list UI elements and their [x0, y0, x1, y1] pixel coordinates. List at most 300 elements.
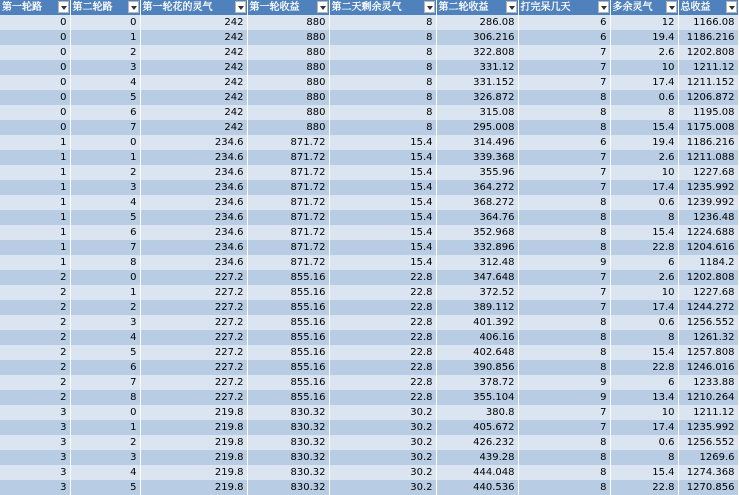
table-cell[interactable]: 0 — [0, 90, 70, 105]
table-cell[interactable]: 15.4 — [610, 345, 678, 360]
table-cell[interactable]: 234.6 — [140, 210, 247, 225]
table-cell[interactable]: 219.8 — [140, 480, 247, 495]
table-cell[interactable]: 1 — [70, 420, 140, 435]
table-cell[interactable]: 30.2 — [329, 420, 436, 435]
table-cell[interactable]: 871.72 — [247, 225, 329, 240]
table-cell[interactable]: 242 — [140, 105, 247, 120]
table-cell[interactable]: 1210.264 — [678, 390, 738, 405]
table-cell[interactable]: 22.8 — [610, 480, 678, 495]
table-cell[interactable]: 15.4 — [610, 120, 678, 135]
table-cell[interactable]: 7 — [70, 375, 140, 390]
table-cell[interactable]: 12 — [610, 15, 678, 30]
table-cell[interactable]: 8 — [329, 60, 436, 75]
table-cell[interactable]: 10 — [610, 405, 678, 420]
table-cell[interactable]: 0 — [0, 45, 70, 60]
table-cell[interactable]: 401.392 — [436, 315, 518, 330]
table-cell[interactable]: 7 — [518, 75, 610, 90]
table-cell[interactable]: 439.28 — [436, 450, 518, 465]
table-cell[interactable]: 1236.48 — [678, 210, 738, 225]
table-cell[interactable]: 15.4 — [329, 135, 436, 150]
table-cell[interactable]: 0 — [0, 75, 70, 90]
table-cell[interactable]: 830.32 — [247, 435, 329, 450]
table-cell[interactable]: 1 — [0, 135, 70, 150]
table-cell[interactable]: 15.4 — [329, 255, 436, 270]
table-cell[interactable]: 22.8 — [329, 285, 436, 300]
table-cell[interactable]: 1256.552 — [678, 435, 738, 450]
table-cell[interactable]: 7 — [518, 45, 610, 60]
table-cell[interactable]: 390.856 — [436, 360, 518, 375]
table-cell[interactable]: 2 — [0, 285, 70, 300]
table-cell[interactable]: 880 — [247, 120, 329, 135]
table-cell[interactable]: 8 — [518, 240, 610, 255]
table-cell[interactable]: 234.6 — [140, 165, 247, 180]
table-cell[interactable]: 30.2 — [329, 405, 436, 420]
table-cell[interactable]: 15.4 — [610, 225, 678, 240]
table-cell[interactable]: 2 — [0, 300, 70, 315]
table-cell[interactable]: 1166.08 — [678, 15, 738, 30]
table-cell[interactable]: 2 — [70, 435, 140, 450]
table-cell[interactable]: 871.72 — [247, 135, 329, 150]
table-cell[interactable]: 15.4 — [329, 195, 436, 210]
table-cell[interactable]: 8 — [518, 480, 610, 495]
table-cell[interactable]: 0 — [70, 405, 140, 420]
column-header[interactable] — [329, 0, 436, 15]
table-cell[interactable]: 2 — [0, 270, 70, 285]
table-cell[interactable]: 8 — [518, 435, 610, 450]
table-cell[interactable]: 0 — [70, 135, 140, 150]
table-cell[interactable]: 0.6 — [610, 195, 678, 210]
table-cell[interactable]: 1257.808 — [678, 345, 738, 360]
table-cell[interactable]: 227.2 — [140, 270, 247, 285]
table-cell[interactable]: 1 — [0, 165, 70, 180]
table-cell[interactable]: 368.272 — [436, 195, 518, 210]
table-cell[interactable]: 2 — [0, 330, 70, 345]
table-cell[interactable]: 871.72 — [247, 255, 329, 270]
table-cell[interactable]: 1246.016 — [678, 360, 738, 375]
table-cell[interactable]: 8 — [518, 195, 610, 210]
table-cell[interactable]: 1 — [0, 195, 70, 210]
table-cell[interactable]: 3 — [0, 435, 70, 450]
table-cell[interactable]: 3 — [0, 480, 70, 495]
table-cell[interactable]: 855.16 — [247, 375, 329, 390]
table-cell[interactable]: 8 — [329, 15, 436, 30]
table-cell[interactable]: 3 — [70, 315, 140, 330]
table-cell[interactable]: 8 — [329, 30, 436, 45]
table-cell[interactable]: 0 — [70, 15, 140, 30]
table-cell[interactable]: 3 — [70, 450, 140, 465]
table-cell[interactable]: 331.12 — [436, 60, 518, 75]
table-cell[interactable]: 880 — [247, 60, 329, 75]
filter-dropdown-icon[interactable] — [666, 1, 677, 13]
table-cell[interactable]: 1186.216 — [678, 135, 738, 150]
table-cell[interactable]: 3 — [70, 60, 140, 75]
table-cell[interactable]: 1227.68 — [678, 285, 738, 300]
table-cell[interactable]: 1256.552 — [678, 315, 738, 330]
table-cell[interactable]: 871.72 — [247, 180, 329, 195]
table-cell[interactable]: 339.368 — [436, 150, 518, 165]
table-cell[interactable]: 6 — [518, 15, 610, 30]
table-cell[interactable]: 0 — [70, 270, 140, 285]
table-cell[interactable]: 880 — [247, 30, 329, 45]
table-cell[interactable]: 2 — [0, 390, 70, 405]
table-cell[interactable]: 880 — [247, 45, 329, 60]
table-cell[interactable]: 8 — [518, 465, 610, 480]
filter-dropdown-icon[interactable] — [235, 1, 246, 13]
table-cell[interactable]: 364.272 — [436, 180, 518, 195]
table-cell[interactable]: 0.6 — [610, 90, 678, 105]
table-cell[interactable]: 4 — [70, 330, 140, 345]
table-cell[interactable]: 8 — [610, 105, 678, 120]
table-cell[interactable]: 286.08 — [436, 15, 518, 30]
table-cell[interactable]: 2 — [70, 165, 140, 180]
table-cell[interactable]: 7 — [70, 240, 140, 255]
table-cell[interactable]: 8 — [610, 330, 678, 345]
table-cell[interactable]: 6 — [518, 135, 610, 150]
table-cell[interactable]: 8 — [518, 315, 610, 330]
table-cell[interactable]: 22.8 — [610, 240, 678, 255]
column-header[interactable] — [247, 0, 329, 15]
table-cell[interactable]: 314.496 — [436, 135, 518, 150]
table-cell[interactable]: 830.32 — [247, 405, 329, 420]
table-cell[interactable]: 6 — [518, 30, 610, 45]
table-cell[interactable]: 880 — [247, 105, 329, 120]
table-cell[interactable]: 30.2 — [329, 480, 436, 495]
table-cell[interactable]: 332.896 — [436, 240, 518, 255]
table-cell[interactable]: 8 — [329, 45, 436, 60]
table-cell[interactable]: 440.536 — [436, 480, 518, 495]
table-cell[interactable]: 4 — [70, 465, 140, 480]
table-cell[interactable]: 1 — [0, 240, 70, 255]
table-cell[interactable]: 10 — [610, 60, 678, 75]
table-cell[interactable]: 227.2 — [140, 315, 247, 330]
table-cell[interactable]: 3 — [0, 450, 70, 465]
table-cell[interactable]: 855.16 — [247, 285, 329, 300]
table-cell[interactable]: 8 — [518, 120, 610, 135]
table-cell[interactable]: 871.72 — [247, 240, 329, 255]
table-cell[interactable]: 855.16 — [247, 360, 329, 375]
table-cell[interactable]: 7 — [70, 120, 140, 135]
table-cell[interactable]: 7 — [518, 420, 610, 435]
table-cell[interactable]: 10 — [610, 165, 678, 180]
column-header[interactable] — [140, 0, 247, 15]
table-cell[interactable]: 380.8 — [436, 405, 518, 420]
table-cell[interactable]: 1235.992 — [678, 180, 738, 195]
table-cell[interactable]: 242 — [140, 60, 247, 75]
table-cell[interactable]: 7 — [518, 300, 610, 315]
table-cell[interactable]: 1 — [70, 30, 140, 45]
table-cell[interactable]: 17.4 — [610, 75, 678, 90]
table-cell[interactable]: 5 — [70, 345, 140, 360]
table-cell[interactable]: 8 — [70, 390, 140, 405]
table-cell[interactable]: 402.648 — [436, 345, 518, 360]
table-cell[interactable]: 855.16 — [247, 330, 329, 345]
table-cell[interactable]: 7 — [518, 60, 610, 75]
table-cell[interactable]: 242 — [140, 15, 247, 30]
table-cell[interactable]: 295.008 — [436, 120, 518, 135]
table-cell[interactable]: 22.8 — [329, 315, 436, 330]
table-cell[interactable]: 8 — [518, 330, 610, 345]
table-cell[interactable]: 17.4 — [610, 420, 678, 435]
table-cell[interactable]: 30.2 — [329, 450, 436, 465]
table-cell[interactable]: 0 — [0, 105, 70, 120]
table-cell[interactable]: 830.32 — [247, 420, 329, 435]
table-cell[interactable]: 355.104 — [436, 390, 518, 405]
table-cell[interactable]: 1 — [0, 210, 70, 225]
table-cell[interactable]: 2 — [0, 360, 70, 375]
table-cell[interactable]: 234.6 — [140, 240, 247, 255]
filter-dropdown-icon[interactable] — [317, 1, 328, 13]
column-header[interactable] — [610, 0, 678, 15]
table-cell[interactable]: 8 — [329, 105, 436, 120]
column-header[interactable] — [70, 0, 140, 15]
table-cell[interactable]: 6 — [610, 255, 678, 270]
table-cell[interactable]: 5 — [70, 480, 140, 495]
table-cell[interactable]: 4 — [70, 75, 140, 90]
table-cell[interactable]: 8 — [329, 90, 436, 105]
table-cell[interactable]: 227.2 — [140, 360, 247, 375]
table-cell[interactable]: 0 — [0, 60, 70, 75]
table-cell[interactable]: 2 — [0, 345, 70, 360]
table-cell[interactable]: 855.16 — [247, 270, 329, 285]
table-cell[interactable]: 1211.12 — [678, 405, 738, 420]
table-cell[interactable]: 355.96 — [436, 165, 518, 180]
column-header[interactable] — [518, 0, 610, 15]
table-cell[interactable]: 234.6 — [140, 150, 247, 165]
table-cell[interactable]: 6 — [70, 225, 140, 240]
table-cell[interactable]: 8 — [518, 345, 610, 360]
table-cell[interactable]: 1 — [0, 225, 70, 240]
table-cell[interactable]: 22.8 — [329, 270, 436, 285]
table-cell[interactable]: 830.32 — [247, 450, 329, 465]
table-cell[interactable]: 1233.88 — [678, 375, 738, 390]
table-cell[interactable]: 6 — [610, 375, 678, 390]
table-cell[interactable]: 2.6 — [610, 150, 678, 165]
table-cell[interactable]: 871.72 — [247, 150, 329, 165]
table-cell[interactable]: 9 — [518, 375, 610, 390]
table-cell[interactable]: 352.968 — [436, 225, 518, 240]
table-cell[interactable]: 347.648 — [436, 270, 518, 285]
table-cell[interactable]: 15.4 — [610, 465, 678, 480]
table-cell[interactable]: 234.6 — [140, 195, 247, 210]
table-cell[interactable]: 6 — [70, 360, 140, 375]
table-cell[interactable]: 1244.272 — [678, 300, 738, 315]
table-cell[interactable]: 1 — [0, 180, 70, 195]
table-cell[interactable]: 326.872 — [436, 90, 518, 105]
table-cell[interactable]: 13.4 — [610, 390, 678, 405]
table-cell[interactable]: 880 — [247, 15, 329, 30]
table-cell[interactable]: 1 — [70, 285, 140, 300]
filter-dropdown-icon[interactable] — [598, 1, 609, 13]
table-cell[interactable]: 8 — [70, 255, 140, 270]
table-cell[interactable]: 242 — [140, 90, 247, 105]
table-cell[interactable]: 30.2 — [329, 465, 436, 480]
table-cell[interactable]: 15.4 — [329, 180, 436, 195]
table-cell[interactable]: 405.672 — [436, 420, 518, 435]
table-cell[interactable]: 372.52 — [436, 285, 518, 300]
table-cell[interactable]: 242 — [140, 45, 247, 60]
table-cell[interactable]: 1261.32 — [678, 330, 738, 345]
table-cell[interactable]: 22.8 — [329, 360, 436, 375]
table-cell[interactable]: 15.4 — [329, 240, 436, 255]
table-cell[interactable]: 0 — [0, 120, 70, 135]
table-cell[interactable]: 312.48 — [436, 255, 518, 270]
table-cell[interactable]: 30.2 — [329, 435, 436, 450]
table-cell[interactable]: 15.4 — [329, 150, 436, 165]
table-cell[interactable]: 8 — [329, 75, 436, 90]
table-cell[interactable]: 8 — [518, 360, 610, 375]
table-cell[interactable]: 406.16 — [436, 330, 518, 345]
table-cell[interactable]: 1224.688 — [678, 225, 738, 240]
table-cell[interactable]: 15.4 — [329, 210, 436, 225]
table-cell[interactable]: 22.8 — [329, 300, 436, 315]
table-cell[interactable]: 378.72 — [436, 375, 518, 390]
table-cell[interactable]: 1269.6 — [678, 450, 738, 465]
table-cell[interactable]: 17.4 — [610, 300, 678, 315]
table-cell[interactable]: 22.8 — [329, 330, 436, 345]
table-cell[interactable]: 8 — [329, 120, 436, 135]
table-cell[interactable]: 871.72 — [247, 195, 329, 210]
table-cell[interactable]: 4 — [70, 195, 140, 210]
table-cell[interactable]: 8 — [518, 210, 610, 225]
table-cell[interactable]: 2 — [0, 375, 70, 390]
table-cell[interactable]: 15.4 — [329, 225, 436, 240]
table-cell[interactable]: 1211.152 — [678, 75, 738, 90]
table-cell[interactable]: 830.32 — [247, 480, 329, 495]
table-cell[interactable]: 19.4 — [610, 30, 678, 45]
table-cell[interactable]: 1206.872 — [678, 90, 738, 105]
table-cell[interactable]: 8 — [518, 450, 610, 465]
table-cell[interactable]: 17.4 — [610, 180, 678, 195]
table-cell[interactable]: 2.6 — [610, 45, 678, 60]
table-cell[interactable]: 7 — [518, 180, 610, 195]
table-cell[interactable]: 1202.808 — [678, 270, 738, 285]
table-cell[interactable]: 1202.808 — [678, 45, 738, 60]
table-cell[interactable]: 0.6 — [610, 435, 678, 450]
table-cell[interactable]: 8 — [610, 450, 678, 465]
table-cell[interactable]: 15.4 — [329, 165, 436, 180]
filter-dropdown-icon[interactable] — [424, 1, 435, 13]
filter-dropdown-icon[interactable] — [726, 1, 737, 13]
table-cell[interactable]: 8 — [610, 210, 678, 225]
table-cell[interactable]: 219.8 — [140, 405, 247, 420]
table-cell[interactable]: 2 — [0, 315, 70, 330]
filter-dropdown-icon[interactable] — [128, 1, 139, 13]
table-cell[interactable]: 242 — [140, 75, 247, 90]
table-cell[interactable]: 2 — [70, 300, 140, 315]
table-cell[interactable]: 855.16 — [247, 345, 329, 360]
table-cell[interactable]: 219.8 — [140, 450, 247, 465]
table-cell[interactable]: 1270.856 — [678, 480, 738, 495]
column-header[interactable] — [0, 0, 70, 15]
table-cell[interactable]: 3 — [0, 465, 70, 480]
table-cell[interactable]: 22.8 — [329, 375, 436, 390]
table-cell[interactable]: 9 — [518, 390, 610, 405]
table-cell[interactable]: 227.2 — [140, 300, 247, 315]
table-cell[interactable]: 5 — [70, 210, 140, 225]
table-cell[interactable]: 0 — [0, 15, 70, 30]
table-cell[interactable]: 1227.68 — [678, 165, 738, 180]
table-cell[interactable]: 1 — [0, 255, 70, 270]
filter-dropdown-icon[interactable] — [58, 1, 69, 13]
table-cell[interactable]: 2 — [70, 45, 140, 60]
table-cell[interactable]: 855.16 — [247, 300, 329, 315]
table-cell[interactable]: 227.2 — [140, 375, 247, 390]
table-cell[interactable]: 871.72 — [247, 165, 329, 180]
table-cell[interactable]: 8 — [518, 105, 610, 120]
table-cell[interactable]: 227.2 — [140, 330, 247, 345]
table-cell[interactable]: 219.8 — [140, 435, 247, 450]
table-cell[interactable]: 315.08 — [436, 105, 518, 120]
table-cell[interactable]: 227.2 — [140, 390, 247, 405]
table-cell[interactable]: 8 — [518, 90, 610, 105]
table-cell[interactable]: 19.4 — [610, 135, 678, 150]
table-cell[interactable]: 6 — [70, 105, 140, 120]
table-cell[interactable]: 0 — [0, 30, 70, 45]
table-cell[interactable]: 444.048 — [436, 465, 518, 480]
table-cell[interactable]: 7 — [518, 405, 610, 420]
column-header[interactable] — [436, 0, 518, 15]
table-cell[interactable]: 2.6 — [610, 270, 678, 285]
table-cell[interactable]: 331.152 — [436, 75, 518, 90]
table-cell[interactable]: 3 — [0, 405, 70, 420]
table-cell[interactable]: 855.16 — [247, 315, 329, 330]
table-cell[interactable]: 1211.088 — [678, 150, 738, 165]
table-cell[interactable]: 322.808 — [436, 45, 518, 60]
table-cell[interactable]: 242 — [140, 30, 247, 45]
table-cell[interactable]: 7 — [518, 150, 610, 165]
table-cell[interactable]: 9 — [518, 255, 610, 270]
table-cell[interactable]: 227.2 — [140, 285, 247, 300]
table-cell[interactable]: 426.232 — [436, 435, 518, 450]
table-cell[interactable]: 10 — [610, 285, 678, 300]
table-cell[interactable]: 219.8 — [140, 420, 247, 435]
table-cell[interactable]: 1239.992 — [678, 195, 738, 210]
table-cell[interactable]: 1184.2 — [678, 255, 738, 270]
table-cell[interactable]: 234.6 — [140, 135, 247, 150]
table-cell[interactable]: 1 — [0, 150, 70, 165]
table-cell[interactable]: 855.16 — [247, 390, 329, 405]
table-cell[interactable]: 8 — [518, 225, 610, 240]
column-header[interactable] — [678, 0, 738, 15]
table-cell[interactable]: 389.112 — [436, 300, 518, 315]
table-cell[interactable]: 1186.216 — [678, 30, 738, 45]
table-cell[interactable]: 22.8 — [329, 345, 436, 360]
table-cell[interactable]: 830.32 — [247, 465, 329, 480]
table-cell[interactable]: 1235.992 — [678, 420, 738, 435]
table-cell[interactable]: 3 — [0, 420, 70, 435]
table-cell[interactable]: 871.72 — [247, 210, 329, 225]
table-cell[interactable]: 1211.12 — [678, 60, 738, 75]
table-cell[interactable]: 880 — [247, 75, 329, 90]
table-cell[interactable]: 1 — [70, 150, 140, 165]
table-cell[interactable]: 3 — [70, 180, 140, 195]
table-cell[interactable]: 7 — [518, 270, 610, 285]
table-cell[interactable]: 0.6 — [610, 315, 678, 330]
table-cell[interactable]: 306.216 — [436, 30, 518, 45]
table-cell[interactable]: 7 — [518, 165, 610, 180]
table-cell[interactable]: 1175.008 — [678, 120, 738, 135]
table-cell[interactable]: 22.8 — [329, 390, 436, 405]
table-cell[interactable]: 242 — [140, 120, 247, 135]
table-cell[interactable]: 234.6 — [140, 255, 247, 270]
filter-dropdown-icon[interactable] — [506, 1, 517, 13]
table-cell[interactable]: 219.8 — [140, 465, 247, 480]
table-cell[interactable]: 234.6 — [140, 180, 247, 195]
table-cell[interactable]: 364.76 — [436, 210, 518, 225]
table-cell[interactable]: 227.2 — [140, 345, 247, 360]
table-cell[interactable]: 7 — [518, 285, 610, 300]
table-cell[interactable]: 880 — [247, 90, 329, 105]
